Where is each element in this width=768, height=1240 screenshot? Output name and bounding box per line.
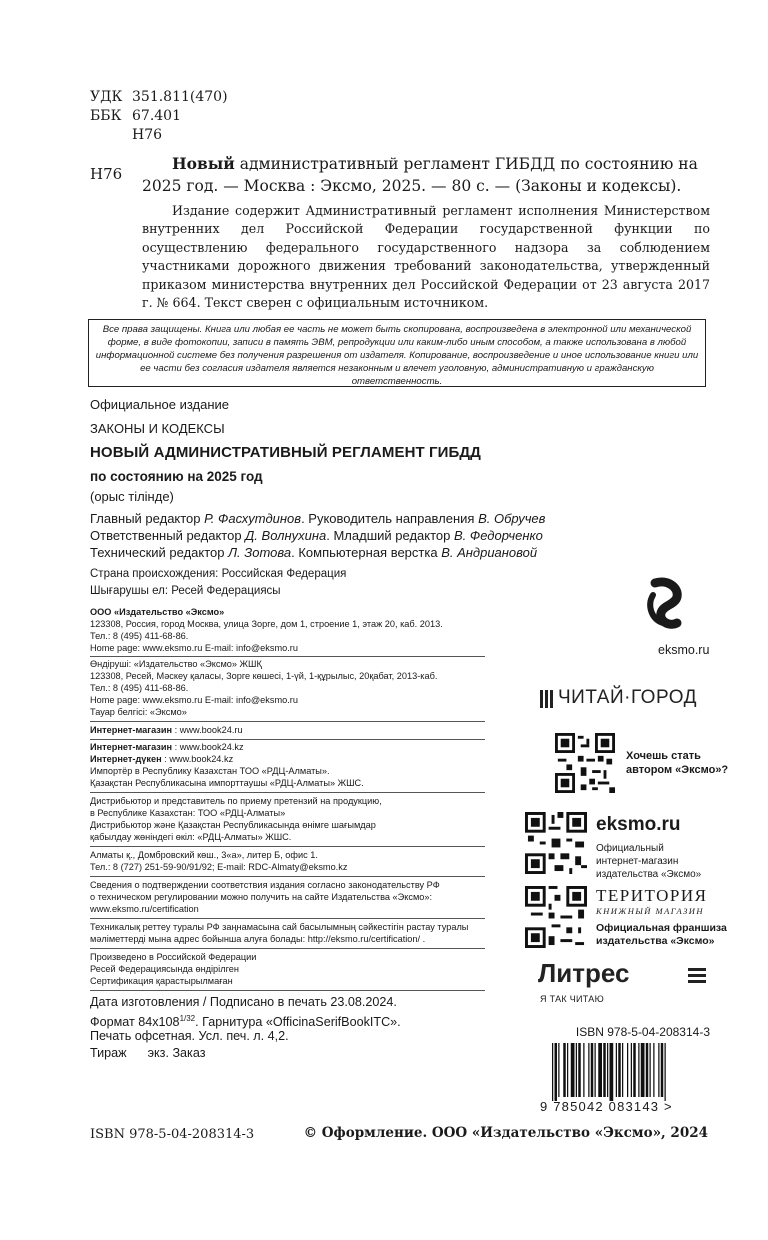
print-date: Дата изготовления / Подписано в печать 23.08.2024. (90, 995, 397, 1009)
barcode-bar (658, 1043, 659, 1097)
barcode-bar (567, 1043, 568, 1097)
cert-line-2: о техническом регулировании можно получить на сайте Издательства «Эксмо»: (90, 892, 433, 902)
credit-line-1: Главный редактор Р. Фасхутдинов. Руководитель направления В. Обручев (90, 511, 546, 526)
barcode-bar (576, 1043, 577, 1097)
print-method: Печать офсетная. Усл. печ. л. 4,2. (90, 1029, 289, 1043)
distributor-line-1: Дистрибьютор и представитель по приему претензий на продукцию, (90, 796, 382, 806)
divider (90, 990, 485, 991)
divider (90, 656, 485, 657)
divider (90, 846, 485, 847)
author-mark-left: Н76 (90, 165, 123, 183)
chitai-gorod-logo: ЧИТАЙ·ГОРОД (558, 687, 697, 708)
publisher-phone: Тел.: 8 (495) 411-68-86. (90, 631, 189, 641)
divider (90, 918, 485, 919)
barcode-bar (610, 1043, 614, 1101)
publisher-web: Home page: www.eksmo.ru E-mail: info@eksmo.ru (90, 643, 298, 653)
barcode-bar (588, 1043, 589, 1097)
kz-publisher-phone: Тел.: 8 (495) 411-68-86. (90, 683, 189, 693)
origin-ru: Страна происхождения: Российская Федерация (90, 568, 347, 580)
barcode-bar (598, 1043, 602, 1097)
series-name: ЗАКОНЫ И КОДЕКСЫ (90, 421, 225, 436)
barcode-bar (563, 1043, 566, 1097)
divider (90, 739, 485, 740)
barcode-bar (646, 1043, 649, 1097)
qr-code-icon (525, 886, 587, 948)
copyright: © Оформление. ООО «Издательство «Эксмо», 2024 (303, 1125, 708, 1141)
barcode-bar (650, 1043, 651, 1097)
barcode-bar (638, 1043, 639, 1097)
bbk-value: 67.401 (132, 108, 181, 124)
origin-kz: Шығарушы ел: Ресей Федерациясы (90, 585, 281, 597)
barcode-bar (622, 1043, 623, 1097)
qr-code-icon (525, 812, 587, 874)
barcode-digits: 9 785042 083143 > (540, 1099, 673, 1114)
cert-line-1: Сведения о подтверждении соответствия издания согласно законодательству РФ (90, 880, 440, 890)
barcode-bar (665, 1043, 666, 1101)
chitai-gorod-icon (540, 690, 556, 708)
kz-trademark: Тауар белгісі: «Эксмо» (90, 707, 187, 717)
language-note: (орыс тілінде) (90, 489, 174, 504)
barcode-bar (616, 1043, 617, 1097)
udk-row (90, 88, 228, 107)
publisher-address: 123308, Россия, город Москва, улица Зорге, дом 1, строение 1, этаж 20, каб. 2013. (90, 619, 443, 629)
barcode-bar (633, 1043, 636, 1097)
divider (90, 721, 485, 722)
udk-value: 351.811(470) (132, 89, 228, 105)
eksmo-shop-title: eksmo.ru (596, 814, 681, 835)
isbn-bottom: ISBN 978-5-04-208314-3 (90, 1127, 255, 1142)
territoriya-text: Официальная франшиза издательства «Эксмо» (596, 922, 727, 947)
eksmo-logo-icon (625, 575, 715, 635)
kz-publisher-address: 123308, Ресей, Мәскеу қаласы, Зорге көшесі, 1-үй, 1-құрылыс, 20қабат, 2013-каб. (90, 671, 438, 681)
territoriya-sub: КНИЖНЫЙ МАГАЗИН (596, 906, 705, 916)
distributor-line-4: қабылдау жөніндегі өкіл: «РДЦ-Алматы» ЖШС. (90, 832, 292, 842)
edition-type: Официальное издание (90, 397, 230, 412)
author-cta: Хочешь стать автором «Эксмо»? (626, 750, 729, 776)
barcode-bar (631, 1043, 632, 1097)
title-bold: Новый (172, 154, 235, 173)
barcode-bar (603, 1043, 606, 1097)
divider (90, 948, 485, 949)
shop-ru: Интернет-магазин : www.book24.ru (90, 725, 243, 735)
bbk-row (90, 107, 181, 126)
eksmo-logo-text: eksmo.ru (658, 643, 710, 657)
rights-notice: Все права защищены. Книга или любая ее часть не может быть скопирована, воспроизведена в электронной или механической форме, в виде фотокопии, записи в память ЭВМ, репродукции или каким-либо иным способом, а также использована в любой информационной системе без получения разрешения от издателя. Копирование, воспроизведение и иное использование книги или ее части без согласия издателя является незаконным и влечет уголовную, административную и гражданскую ответственность. (88, 319, 706, 387)
barcode-bar (618, 1043, 621, 1097)
barcode-bar (595, 1043, 596, 1097)
kz-cert-line-1: Техникалық реттеу туралы РФ заңнамасына сай басылымның сәйкестігін растау туралы (90, 922, 469, 932)
cert-line-3: www.eksmo.ru/certification (90, 904, 199, 914)
author-mark-value: Н76 (132, 127, 163, 143)
print-run: Тираж экз. Заказ (90, 1046, 206, 1060)
barcode-bar (653, 1043, 654, 1097)
author-mark-row (90, 126, 162, 145)
barcode-bars-icon (552, 1043, 704, 1101)
title-line-2: 2025 год. — Москва : Эксмо, 2025. — 80 с. — (Законы и кодексы). (142, 177, 682, 195)
eksmo-shop-text: Официальный интернет-магазин издательства «Эксмо» (596, 843, 702, 880)
litres-logo: Литрес (538, 958, 630, 988)
produced-line-1: Произведено в Российской Федерации (90, 952, 257, 962)
distributor-line-2: в Республике Казахстан: ТОО «РДЦ-Алматы» (90, 808, 286, 818)
barcode-bar (627, 1043, 628, 1097)
shop-kz-1: Интернет-магазин : www.book24.kz (90, 742, 244, 752)
barcode-bar (552, 1043, 553, 1101)
barcode-bar (583, 1043, 584, 1097)
barcode-bar (578, 1043, 581, 1097)
barcode-bar (661, 1043, 664, 1097)
menu-bars-icon (688, 968, 706, 983)
print-format: Формат $84x108^{1/32}$. Гарнитура «OfficinaSerifBookITC». (90, 1014, 401, 1030)
bbk-label: ББК (90, 108, 122, 124)
udk-label: УДК (90, 89, 123, 105)
qr-code-icon (555, 733, 615, 793)
credit-line-3: Технический редактор Л. Зотова. Компьютерная верстка В. Андриановой (90, 545, 538, 560)
barcode-bar (558, 1043, 559, 1097)
title-rest: административный регламент ГИБДД по состоянию на (234, 155, 698, 173)
annotation: Издание содержит Административный регламент исполнения Министерством внутренних дел Российской Федерации государственной функции по осуществлению федерального государственного надзора за соблюдением участниками дорожного движения требований законодательства, утвержденный приказом министерства внутренних дел Российской Федерации от 23 августа 2017 г. № 664. Текст сверен с официальным источником. (142, 203, 710, 311)
shop-kz-2: Интернет-дүкен : www.book24.kz (90, 754, 234, 764)
barcode-bar (607, 1043, 608, 1097)
kz-publisher-web: Home page: www.eksmo.ru E-mail: info@eksmo.ru (90, 695, 298, 705)
book-subtitle: по состоянию на 2025 год (90, 469, 263, 484)
litres-tagline: Я ТАК ЧИТАЮ (540, 994, 605, 1004)
produced-line-2: Ресей Федерациясында өндірілген (90, 964, 239, 974)
barcode-bar (555, 1043, 558, 1101)
publisher-name: ООО «Издательство «Эксмо» (90, 607, 225, 617)
almaty-line-1: Алматы қ., Домбровский көш., 3«а», литер Б, офис 1. (90, 850, 318, 860)
book-title: НОВЫЙ АДМИНИСТРАТИВНЫЙ РЕГЛАМЕНТ ГИБДД (90, 444, 481, 461)
divider (90, 876, 485, 877)
barcode-bar (571, 1043, 575, 1097)
kz-cert-line-2: мәліметтерді мына адрес бойынша алуға болады: http://eksmo.ru/certification/ . (90, 934, 426, 944)
import-line-2: Қазақстан Республикасына импорттаушы «РДЦ-Алматы» ЖШС. (90, 778, 364, 788)
import-line-1: Импортёр в Республику Казахстан ТОО «РДЦ-Алматы». (90, 766, 330, 776)
barcode-bar (641, 1043, 645, 1097)
title-line-1 (142, 152, 712, 176)
barcode-bar (591, 1043, 594, 1097)
produced-line-3: Сертификация қарастырылмаған (90, 976, 233, 986)
credit-line-2: Ответственный редактор Д. Волнухина. Младший редактор В. Федорченко (90, 528, 543, 543)
isbn-barcode-label: ISBN 978-5-04-208314-3 (575, 1025, 710, 1039)
almaty-line-2: Тел.: 8 (727) 251-59-90/91/92; E-mail: RDC-Almaty@eksmo.kz (90, 862, 348, 872)
kz-publisher-name: Өндіруші: «Издательство «Эксмо» ЖШҚ (90, 659, 262, 669)
divider (90, 792, 485, 793)
territoriya-logo: ТЕРИТОРИЯ (596, 886, 708, 905)
distributor-line-3: Дистрибьютор және Қазақстан Республикасында өнімге шағымдар (90, 820, 376, 830)
barcode (540, 1025, 712, 1117)
